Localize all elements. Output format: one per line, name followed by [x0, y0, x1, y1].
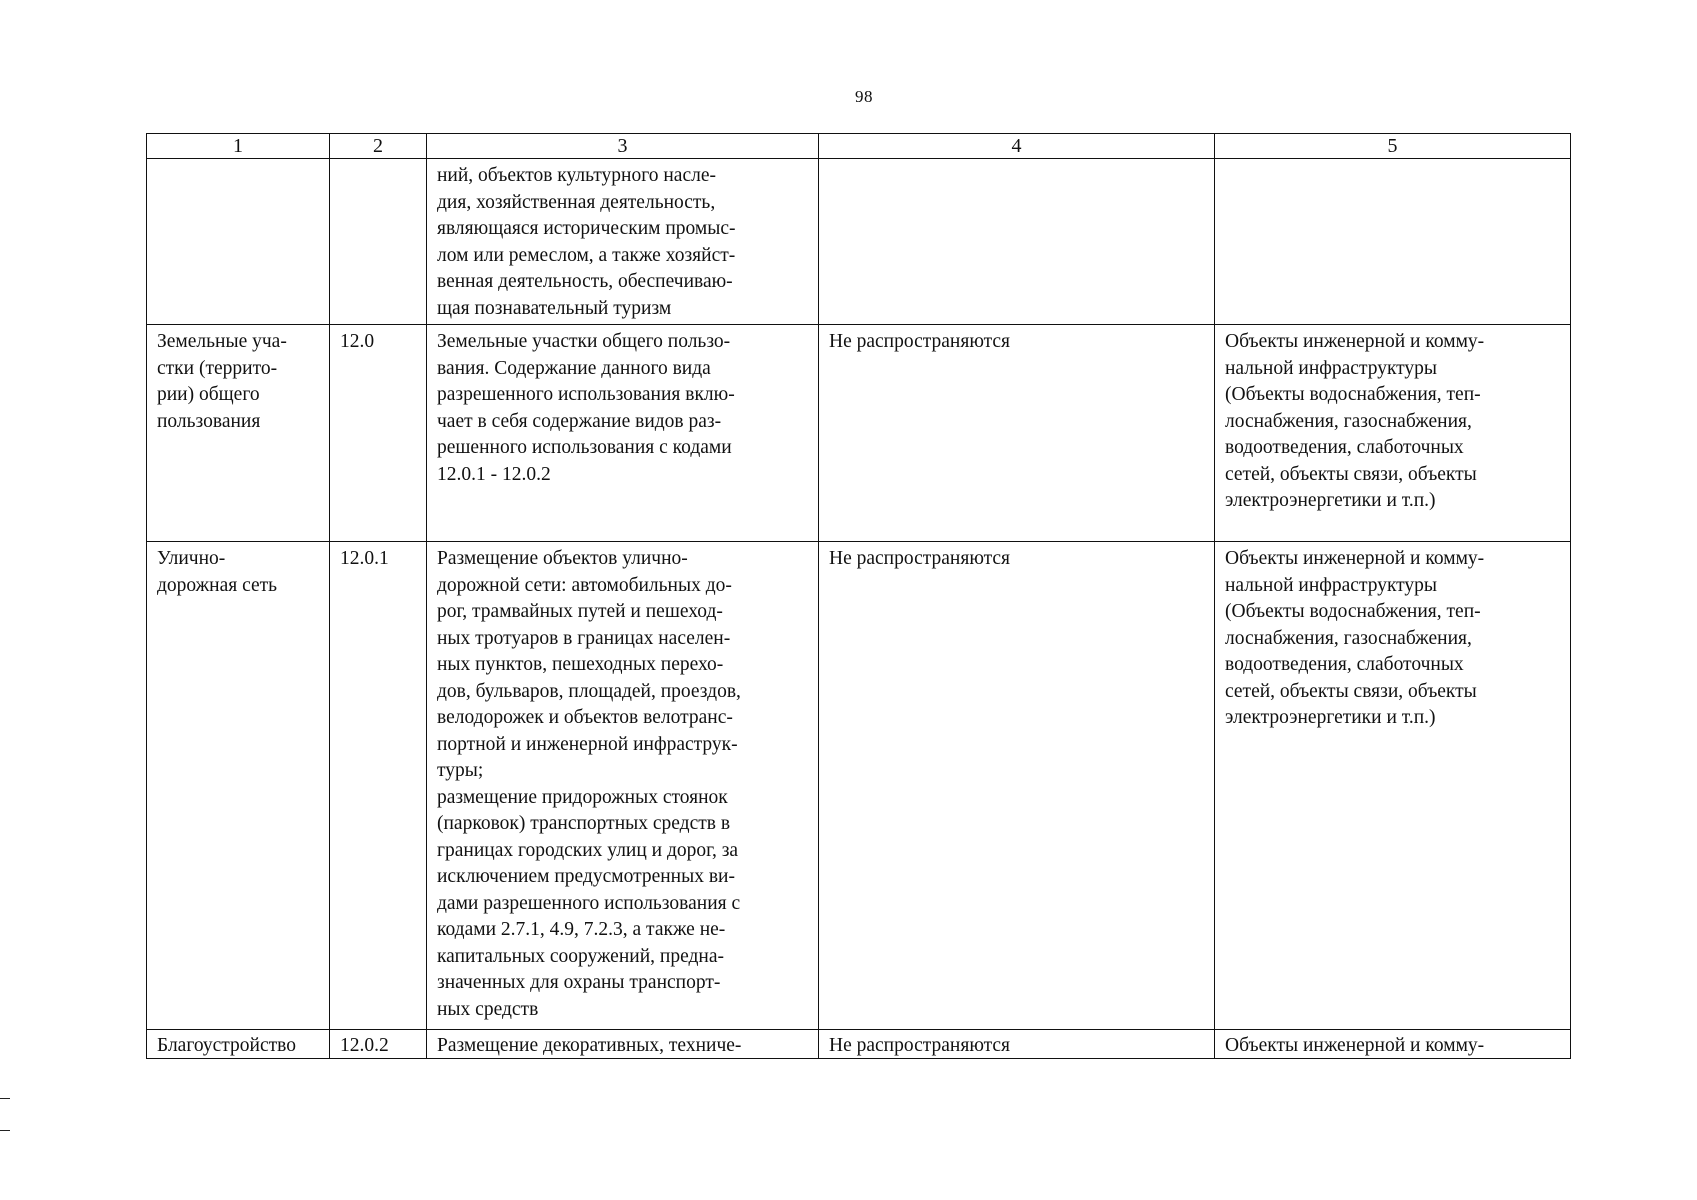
table-header-row	[147, 134, 1571, 159]
cell-description: Размещение объектов улично- дорожной сети: автомобильных до- рог, трамвайных путей и пешеход- ных тротуаров в границах населен- ных пунктов, пешеходных перехо- дов, бульваров, площадей, проездов, велодорожек и объектов велотранс- портной и инженерной инфраструк- туры; размещение придорожных стоянок (парковок) транспортных средств в границах городских улиц и дорог, за исключением предусмотренных ви- дами разрешенного использования с кодами 2.7.1, 4.9, 7.2.3, а также не- капитальных сооружений, предна- значенных для охраны транспорт- ных средств	[427, 542, 819, 1030]
cell-facilities	[1215, 159, 1571, 325]
cell-name	[147, 159, 330, 325]
cell-name: Благоустройство	[147, 1030, 330, 1059]
cell-facilities: Объекты инженерной и комму- нальной инфраструктуры (Объекты водоснабжения, теп- лоснабжения, газоснабжения, водоотведения, слаботочных сетей, объекты связи, объекты электроэнергетики и т.п.)	[1215, 325, 1571, 542]
column-header-4: 4	[819, 134, 1215, 159]
cell-restrictions: Не распространяются	[819, 1030, 1215, 1059]
cell-description: Земельные участки общего пользо- вания. Содержание данного вида разрешенного использования вклю- чает в себя содержание видов раз- решенного использования с кодами 12.0.1 - 12.0.2	[427, 325, 819, 542]
table-row	[147, 1030, 1571, 1059]
cell-facilities: Объекты инженерной и комму- нальной инфраструктуры (Объекты водоснабжения, теп- лоснабжения, газоснабжения, водоотведения, слаботочных сетей, объекты связи, объекты электроэнергетики и т.п.)	[1215, 542, 1571, 1030]
column-header-1: 1	[147, 134, 330, 159]
cell-description: ний, объектов культурного насле- дия, хозяйственная деятельность, являющаяся историческим промыс- лом или ремеслом, а также хозяйст- венная деятельность, обеспечиваю- щая познавательный туризм	[427, 159, 819, 325]
table-row	[147, 159, 1571, 325]
cell-code	[330, 159, 427, 325]
cell-restrictions	[819, 159, 1215, 325]
cell-code: 12.0.2	[330, 1030, 427, 1059]
scan-edge-mark	[0, 1130, 10, 1131]
cell-name: Улично- дорожная сеть	[147, 542, 330, 1030]
column-header-2: 2	[330, 134, 427, 159]
cell-facilities: Объекты инженерной и комму-	[1215, 1030, 1571, 1059]
column-header-5: 5	[1215, 134, 1571, 159]
page-number: 98	[855, 87, 873, 106]
cell-name: Земельные уча- стки (террито- рии) общего пользования	[147, 325, 330, 542]
scan-edge-mark	[0, 1098, 10, 1099]
cell-code: 12.0.1	[330, 542, 427, 1030]
cell-code: 12.0	[330, 325, 427, 542]
cell-restrictions: Не распространяются	[819, 542, 1215, 1030]
cell-restrictions: Не распространяются	[819, 325, 1215, 542]
table-row	[147, 325, 1571, 542]
column-header-3: 3	[427, 134, 819, 159]
cell-description: Размещение декоративных, техниче-	[427, 1030, 819, 1059]
table-row	[147, 542, 1571, 1030]
land-use-table	[146, 133, 1571, 1059]
